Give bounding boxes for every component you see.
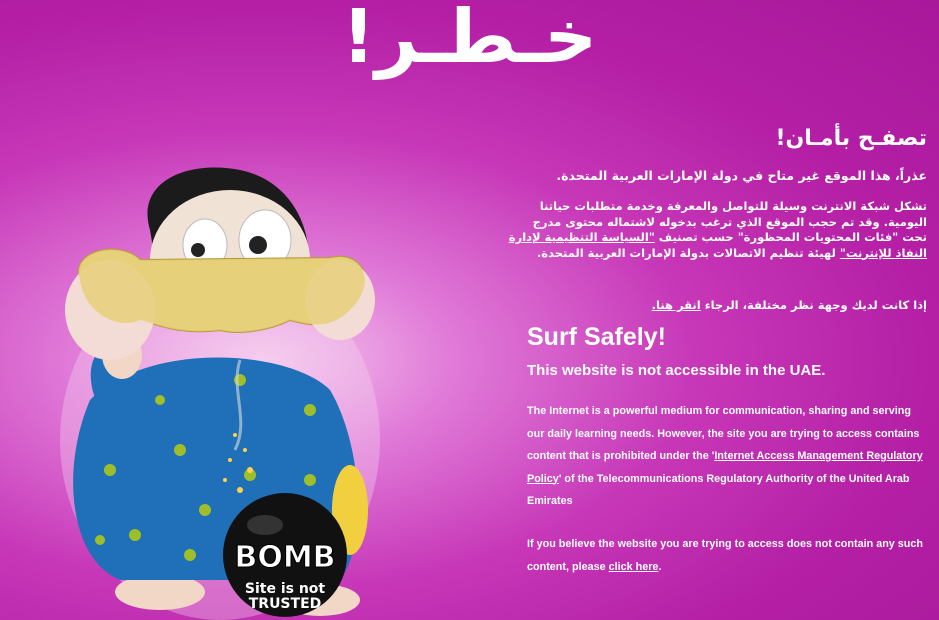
english-subheading: This website is not accessible in the UAE.	[527, 362, 826, 379]
arabic-click-here-link[interactable]: انقر هنا.	[651, 298, 701, 312]
character-illustration	[40, 140, 380, 620]
english-contact	[527, 533, 927, 578]
page-title: خـطـر!	[341, 0, 598, 80]
english-paragraph-part2: ' of the Telecommunications Regulatory Authority of the United Arab Emirates	[527, 472, 910, 507]
arabic-paragraph	[507, 199, 927, 261]
english-contact-text: If you believe the website you are trying to access does not contain any such content, please	[527, 538, 923, 573]
english-heading: Surf Safely!	[527, 323, 666, 351]
arabic-contact	[507, 298, 927, 312]
arabic-policy-link[interactable]: "السياسة التنظيمية لإدارة النفاذ للإنترنت"	[508, 230, 927, 260]
english-policy-link[interactable]: Internet Access Management Regulatory Policy	[527, 450, 923, 485]
arabic-paragraph-part1: تشكل شبكة الانترنت وسيلة للتواصل والمعرفة وخدمة متطلبات حياتنا اليومية. وقد تم حجب الموقع الذي ترغب بدخوله لاشتماله محتوى مدرج تحت "فئات المحتويات المحظورة" حسب تصنيف	[532, 199, 927, 244]
arabic-paragraph-part2: لهيئة تنظيم الاتصالات بدولة الإمارات العربية المتحدة.	[536, 245, 840, 260]
arabic-contact-text: إذا كانت لديك وجهة نظر مختلفة، الرجاء	[700, 298, 927, 312]
english-contact-end: .	[658, 560, 662, 573]
arabic-heading: تصفـح بأمـان!	[775, 126, 927, 151]
arabic-subheading: عذراً، هذا الموقع غير متاح في دولة الإمارات العربية المتحدة.	[556, 168, 927, 183]
english-paragraph	[527, 400, 927, 513]
bomb-caption-line1: Site is not	[244, 581, 326, 597]
bomb-label: BOMB	[234, 540, 336, 575]
bomb	[223, 493, 347, 617]
bomb-caption-line2: TRUSTED	[248, 596, 322, 612]
english-click-here-link[interactable]: click here	[608, 560, 659, 573]
english-paragraph-part1: The Internet is a powerful medium for communication, sharing and serving our daily learning needs. However, the site you are trying to access contains content that is prohibited under the '	[527, 405, 920, 462]
